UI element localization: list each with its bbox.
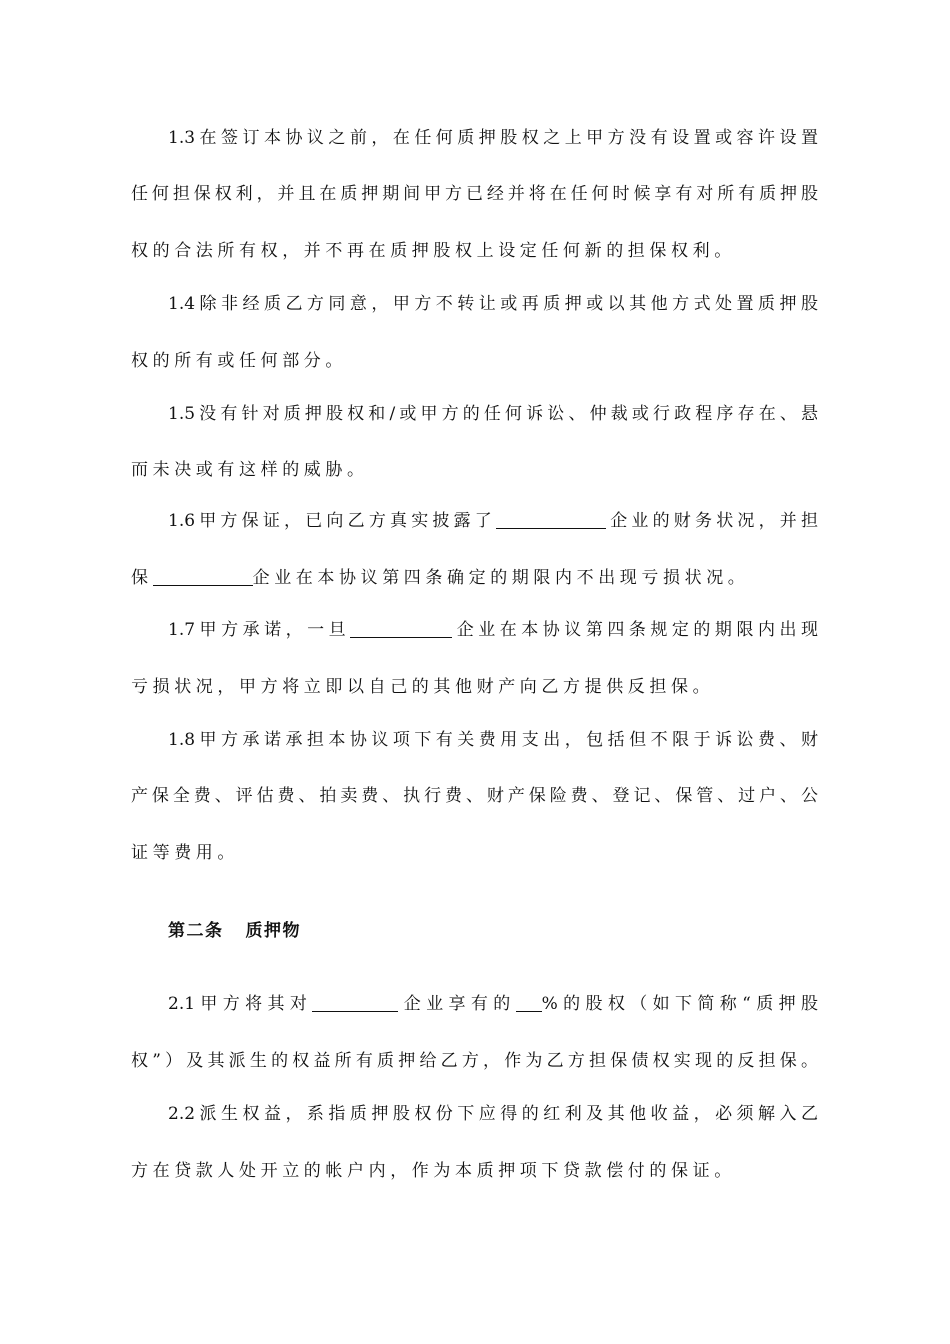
clause-1-6-text-c: 保	[131, 568, 153, 588]
clause-1-3-line-3: 权的合法所有权，并不再在质押股权上设定任何新的担保权利。	[131, 241, 736, 261]
clause-1-6-text-b: 企业的财务状况，并担	[606, 511, 818, 531]
clause-2-1-text-c: %的股权（如下简称“质押股	[541, 994, 819, 1014]
clause-1-8-line-1: 1.8甲方承诺承担本协议项下有关费用支出，包括但不限于诉讼费、财	[168, 730, 818, 750]
section-2-heading	[168, 916, 301, 941]
clause-2-1-line-1	[168, 993, 818, 1015]
section-2-title: 质押物	[245, 921, 301, 941]
clause-2-2-line-1: 2.2派生权益，系指质押股权份下应得的红利及其他收益，必须解入乙	[168, 1104, 818, 1124]
clause-1-6-line-1	[168, 510, 818, 532]
clause-1-3-line-2: 任何担保权利，并且在质押期间甲方已经并将在任何时候享有对所有质押股	[131, 184, 818, 204]
clause-2-1-line-2: 权”）及其派生的权益所有质押给乙方，作为乙方担保债权实现的反担保。	[131, 1051, 818, 1071]
clause-2-1-text-b: 企业享有的	[398, 994, 516, 1014]
clause-1-7-line-1	[168, 619, 818, 641]
clause-2-1-text-a: 2.1甲方将其对	[168, 994, 313, 1014]
clause-1-7-text-a: 1.7甲方承诺，一旦	[168, 620, 351, 640]
clause-1-5-line-2: 而未决或有这样的威胁。	[131, 460, 369, 480]
clause-1-3-line-1: 1.3在签订本协议之前，在任何质押股权之上甲方没有设置或容许设置	[168, 128, 818, 148]
section-2-number: 第二条	[168, 921, 224, 941]
clause-1-4-line-1: 1.4除非经质乙方同意，甲方不转让或再质押或以其他方式处置质押股	[168, 294, 818, 314]
blank-enterprise-name	[312, 994, 398, 1012]
clause-1-4-line-2: 权的所有或任何部分。	[131, 351, 347, 371]
clause-1-5-line-1: 1.5没有针对质押股权和/或甲方的任何诉讼、仲裁或行政程序存在、悬	[168, 404, 818, 424]
blank-enterprise-name	[350, 620, 452, 638]
blank-percentage	[516, 994, 542, 1012]
blank-enterprise-name	[496, 511, 606, 529]
blank-enterprise-name	[153, 568, 253, 586]
clause-1-6-text-a: 1.6甲方保证，已向乙方真实披露了	[168, 511, 497, 531]
clause-1-8-line-3: 证等费用。	[131, 843, 239, 863]
clause-2-2-line-2: 方在贷款人处开立的帐户内，作为本质押项下贷款偿付的保证。	[131, 1161, 736, 1181]
clause-1-7-text-b: 企业在本协议第四条规定的期限内出现	[452, 620, 818, 640]
clause-1-6-line-2	[131, 567, 818, 589]
clause-1-7-line-2: 亏损状况，甲方将立即以自己的其他财产向乙方提供反担保。	[131, 677, 715, 697]
clause-1-6-text-d: 企业在本协议第四条确定的期限内不出现亏损状况。	[252, 568, 750, 588]
clause-1-8-line-2: 产保全费、评估费、拍卖费、执行费、财产保险费、登记、保管、过户、公	[131, 786, 818, 806]
